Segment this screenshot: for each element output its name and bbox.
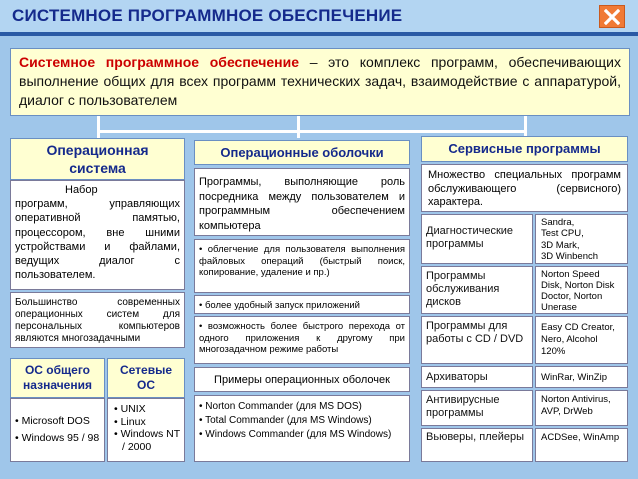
list-item: • UNIX <box>114 403 146 415</box>
list-item: • Windows 95 / 98 <box>15 432 100 444</box>
shells-feature: • возможность более быстрого перехода от одного приложения к другому при многозадачном режиме работы <box>194 316 410 364</box>
os-network-list <box>107 398 185 462</box>
os-general-header: ОС общего назначения <box>10 358 105 398</box>
shells-examples <box>194 395 410 462</box>
service-row-label: Вьюверы, плейеры <box>421 428 533 462</box>
service-row-value: Easy CD Creator, Nero, Alcohol 120% <box>535 316 628 364</box>
service-row-value: Norton Antivirus, AVP, DrWeb <box>535 390 628 426</box>
title-bar <box>0 0 638 32</box>
definition-box <box>10 48 630 116</box>
list-item: • Linux <box>114 415 146 428</box>
shells-header: Операционные оболочки <box>194 140 410 165</box>
os-network-header: Сетевые ОС <box>107 358 185 398</box>
shells-feature: • более удобный запуск приложений <box>194 295 410 314</box>
service-row-label: Архиваторы <box>421 366 533 388</box>
close-button[interactable] <box>599 5 625 28</box>
page-title: СИСТЕМНОЕ ПРОГРАММНОЕ ОБЕСПЕЧЕНИЕ <box>12 6 403 25</box>
os-description <box>10 180 185 290</box>
os-note: Большинство современных операционных систем для персональных компьютеров являются многозадачными <box>10 292 185 348</box>
os-general-list <box>10 398 105 462</box>
service-row-value: Norton Speed Disk, Norton Disk Doctor, Norton Unerase <box>535 266 628 314</box>
service-row-label: Программы для работы с CD / DVD <box>421 316 533 364</box>
service-row-value: WinRar, WinZip <box>535 366 628 388</box>
list-item: • Norton Commander (для MS DOS) <box>199 401 362 412</box>
service-row-label: Диагностические программы <box>421 214 533 264</box>
service-row-value: ACDSee, WinAmp <box>535 428 628 462</box>
list-item: • Microsoft DOS <box>15 415 90 427</box>
connector <box>297 130 300 138</box>
connector <box>97 130 100 138</box>
definition-term: Системное программное обеспечение <box>19 54 299 70</box>
list-item: • Total Commander (для MS Windows) <box>199 415 372 426</box>
os-description-text: программ, управляющих оперативной памятью, процессором, вне шними устройствами и файлами, ведущих диалог с пользователем. <box>15 198 180 282</box>
service-row-label: Антивирусные программы <box>421 390 533 426</box>
connector <box>97 130 527 133</box>
shells-examples-header: Примеры операционных оболочек <box>194 367 410 392</box>
list-item: • Windows Commander (для MS Windows) <box>199 429 392 440</box>
os-header: Операционная система <box>10 138 185 180</box>
list-item: • Windows NT / 2000 <box>114 428 180 453</box>
definition-text: – это комплекс программ, обеспечивающих выполнение общих для всех программ технических задач, взаимодействие с аппаратурой, диалог с пользователем <box>19 54 622 108</box>
service-description: Множество специальных программ обслуживающего (сервисного) характера. <box>421 164 628 212</box>
shells-description: Программы, выполняющие роль посредника между пользователем и программным обеспечением компьютера <box>194 168 410 236</box>
os-description-first: Набор <box>65 184 98 196</box>
service-header: Сервисные программы <box>421 136 628 162</box>
service-row-label: Программы обслуживания дисков <box>421 266 533 314</box>
shells-feature: • облегчение для пользователя выполнения файловых операций (быстрый поиск, копирование, удаление и пр.) <box>194 239 410 293</box>
service-row-value: Sandra, Test CPU, 3D Mark, 3D Winbench <box>535 214 628 264</box>
close-icon <box>604 9 620 25</box>
